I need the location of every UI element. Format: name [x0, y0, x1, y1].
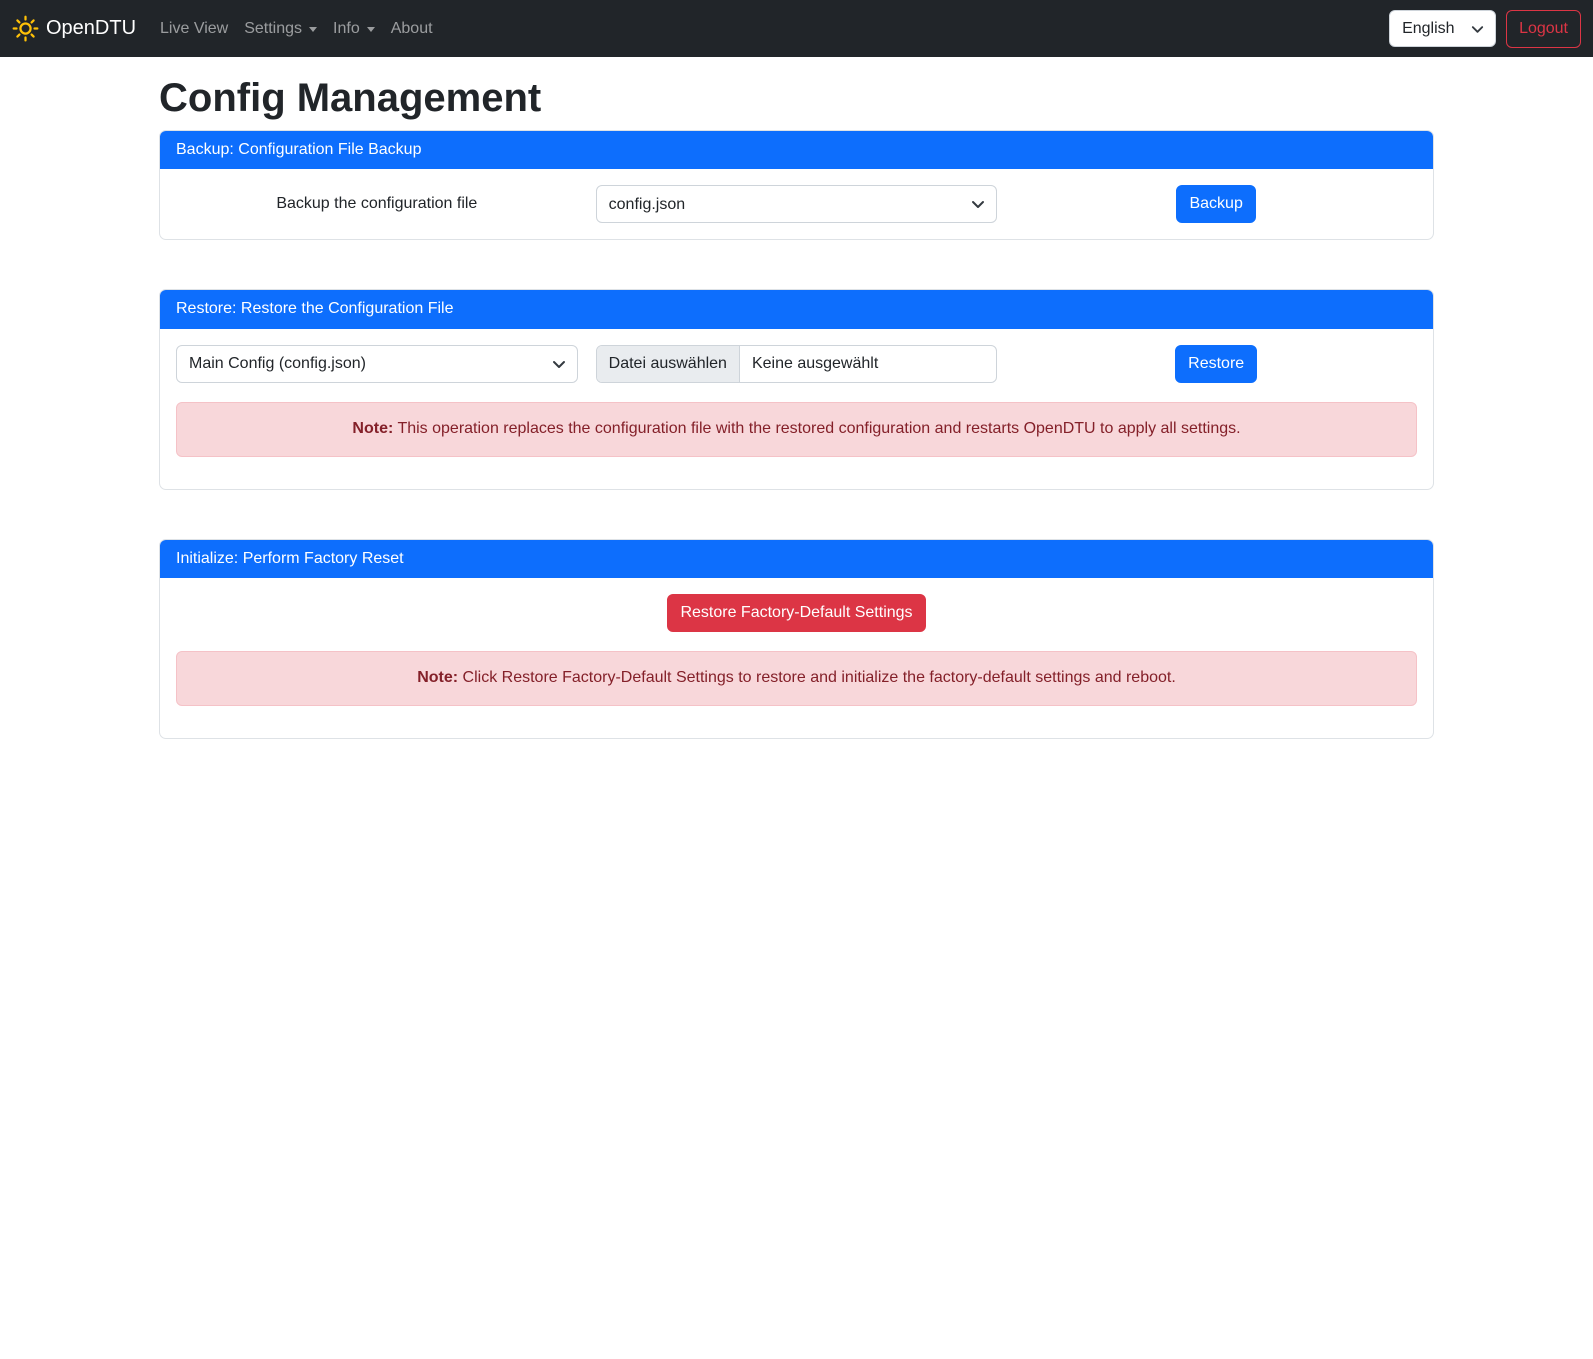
nav-item-info[interactable]: [325, 12, 383, 46]
nav-item-label: Info: [333, 19, 360, 37]
factory-card-header: Initialize: Perform Factory Reset: [160, 540, 1433, 578]
backup-file-select[interactable]: [596, 185, 998, 223]
factory-card-body: [160, 578, 1433, 738]
page-title: Config Management: [159, 76, 542, 120]
file-chosen-status: Keine ausgewählt: [751, 354, 879, 372]
restore-config-select-wrap: [176, 345, 578, 383]
restore-file-input[interactable]: [596, 345, 998, 383]
backup-card: [159, 130, 1434, 240]
file-choose-button[interactable]: Datei auswählen: [597, 346, 740, 382]
brand-link[interactable]: [12, 15, 136, 42]
nav-item-settings[interactable]: [236, 12, 325, 46]
backup-file-label: Backup the configuration file: [276, 195, 478, 213]
restore-card-body: [160, 329, 1433, 489]
nav-links: [152, 12, 441, 46]
nav-item-label: Settings: [244, 19, 303, 37]
main-content: [159, 76, 1434, 739]
factory-reset-button[interactable]: Restore Factory-Default Settings: [667, 594, 925, 632]
nav-item-live-view[interactable]: [152, 12, 236, 46]
note-label: Note:: [352, 419, 394, 437]
brand-label: OpenDTU: [46, 17, 137, 39]
note-text: This operation replaces the configuration file with the restored configuration and restarts OpenDTU to apply all settings.: [397, 419, 1241, 437]
note-text: Click Restore Factory-Default Settings to restore and initialize the factory-default settings and reboot.: [462, 668, 1176, 686]
restore-note-alert: [176, 402, 1417, 457]
language-select-wrap: [1389, 10, 1496, 47]
navbar-right: [1389, 10, 1581, 48]
backup-card-header: Backup: Configuration File Backup: [160, 131, 1433, 169]
backup-button[interactable]: Backup: [1176, 185, 1255, 223]
sun-icon: [12, 15, 39, 42]
caret-down-icon: [367, 27, 375, 32]
navbar: [0, 0, 1593, 57]
factory-note-alert: [176, 651, 1417, 706]
nav-item-label: About: [390, 19, 433, 37]
restore-card-header: Restore: Restore the Configuration File: [160, 290, 1433, 328]
caret-down-icon: [309, 27, 317, 32]
restore-config-select[interactable]: [176, 345, 578, 383]
factory-reset-card: [159, 539, 1434, 739]
language-select[interactable]: [1389, 10, 1496, 47]
nav-item-label: Live View: [160, 19, 229, 37]
restore-button[interactable]: Restore: [1175, 345, 1257, 383]
restore-card: [159, 289, 1434, 489]
backup-file-select-wrap: [596, 185, 998, 223]
backup-card-body: [160, 169, 1433, 239]
logout-button[interactable]: Logout: [1506, 10, 1581, 48]
note-label: Note:: [417, 668, 459, 686]
nav-item-about[interactable]: [383, 12, 441, 46]
